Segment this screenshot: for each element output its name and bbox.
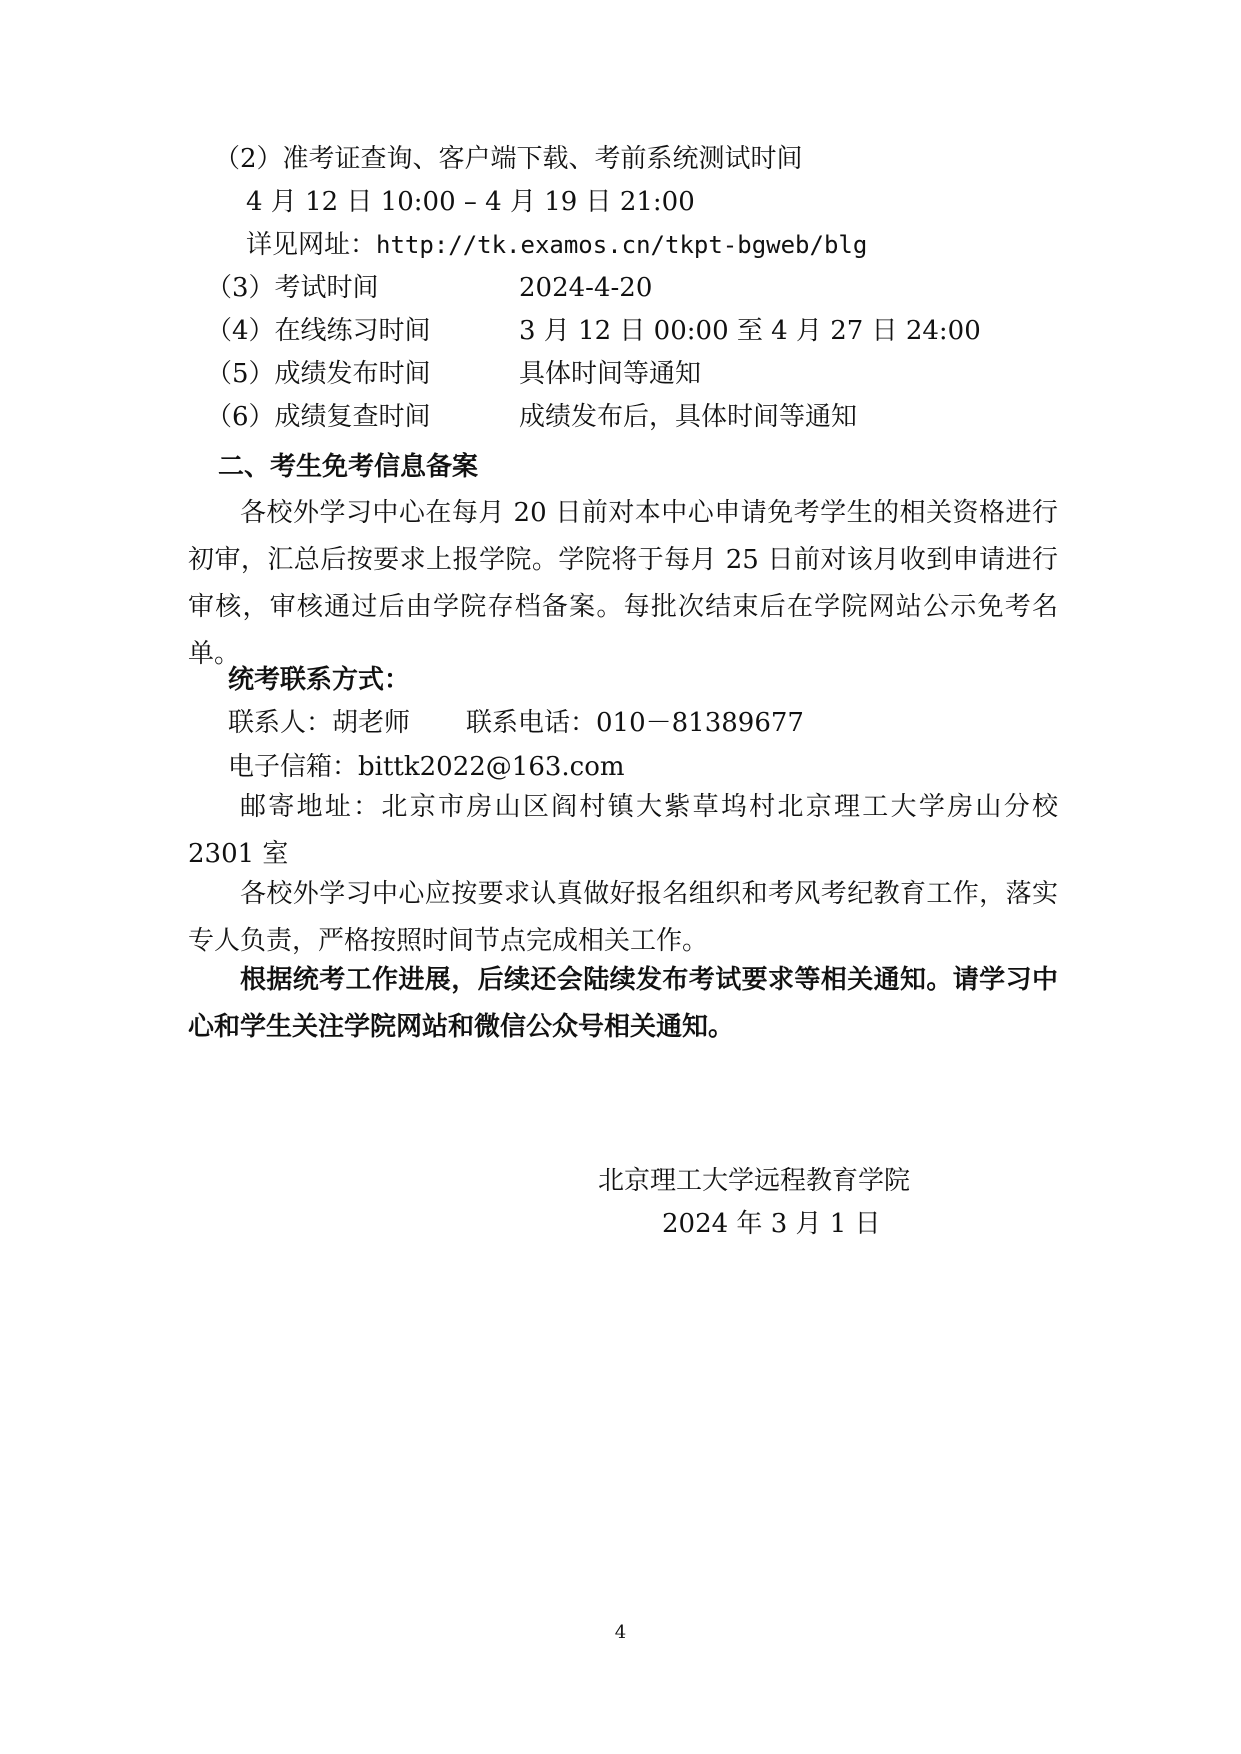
contact-address: 邮寄地址：北京市房山区阎村镇大紫草坞村北京理工大学房山分校 2301 室 xyxy=(188,792,1058,869)
schedule-row-value: 成绩发布后，具体时间等通知 xyxy=(519,402,858,432)
url-label: 详见网址： xyxy=(246,230,377,260)
exam-url-link[interactable]: http://tk.examos.cn/tkpt-bgweb/blg xyxy=(376,231,868,259)
contact-email: 电子信箱：bittk2022@163.com xyxy=(228,752,625,782)
signature-date: 2024 年 3 月 1 日 xyxy=(662,1209,881,1239)
schedule-row-value: 具体时间等通知 xyxy=(519,359,702,389)
contact-heading: 统考联系方式： xyxy=(228,665,411,695)
section2-heading: 二、考生免考信息备案 xyxy=(218,452,479,482)
item2-title: （2）准考证查询、客户端下载、考前系统测试时间 xyxy=(214,144,803,174)
item2-url-line xyxy=(246,230,867,260)
schedule-row-label: （4）在线练习时间 xyxy=(206,316,431,346)
section2-paragraph: 各校外学习中心在每月 20 日前对本中心申请免考学生的相关资格进行初审，汇总后按要求上报学院。学院将于每月 25 日前对该月收到申请进行审核，审核通过后由学院存档备案。每批次结束后在学院网站公示免考名单。 xyxy=(188,498,1058,669)
closing-bold-paragraph: 根据统考工作进展，后续还会陆续发布考试要求等相关通知。请学习中心和学生关注学院网站和微信公众号相关通知。 xyxy=(188,965,1058,1042)
schedule-row-label: （3）考试时间 xyxy=(206,273,379,303)
schedule-row-label: （6）成绩复查时间 xyxy=(206,402,431,432)
contact-phone: 联系电话：010－81389677 xyxy=(466,708,804,738)
closing-paragraph: 各校外学习中心应按要求认真做好报名组织和考风考纪教育工作，落实专人负责，严格按照时间节点完成相关工作。 xyxy=(188,879,1058,956)
schedule-row-label: （5）成绩发布时间 xyxy=(206,359,431,389)
page-number: 4 xyxy=(614,1622,627,1643)
schedule-row-value: 2024-4-20 xyxy=(519,273,653,303)
schedule-row-value: 3 月 12 日 00:00 至 4 月 27 日 24:00 xyxy=(519,316,981,346)
signature-org: 北京理工大学远程教育学院 xyxy=(598,1166,911,1196)
contact-person: 联系人：胡老师 xyxy=(228,708,411,738)
item2-time: 4 月 12 日 10:00 – 4 月 19 日 21:00 xyxy=(246,187,695,217)
